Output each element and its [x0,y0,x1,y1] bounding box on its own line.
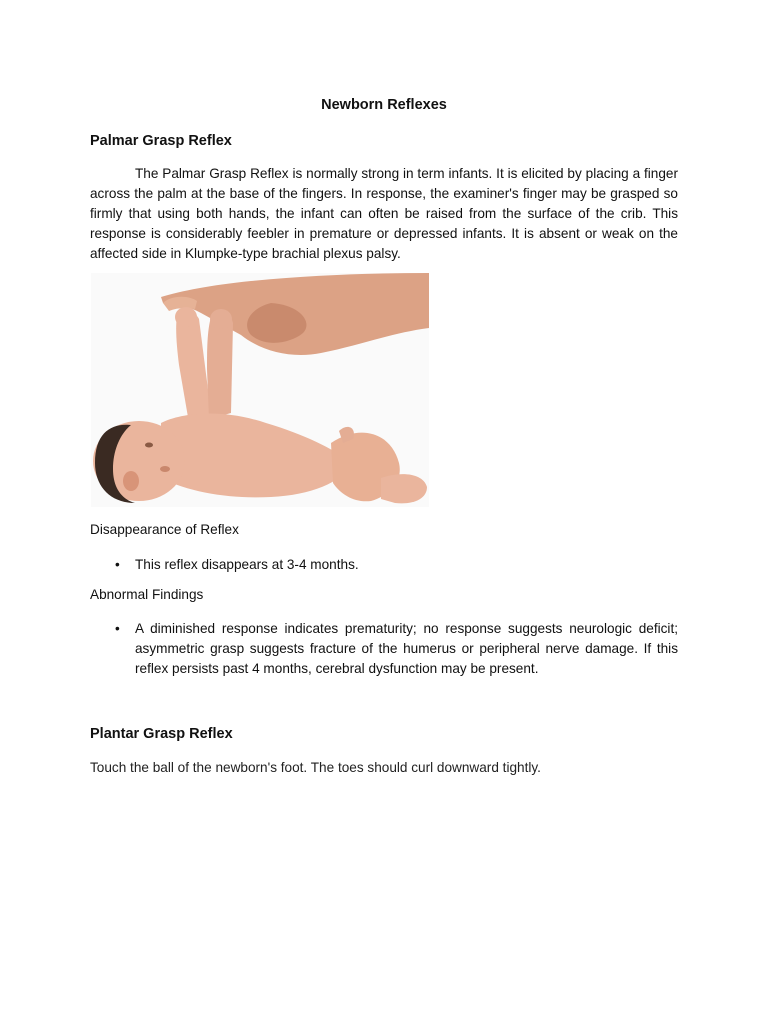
infant-torso [161,414,353,498]
plantar-heading: Plantar Grasp Reflex [90,726,233,742]
infant-eye [145,443,153,448]
bullet-icon: • [115,621,120,636]
infant-ear [123,471,139,491]
list-item-text: This reflex disappears at 3-4 months. [135,557,359,572]
bullet-icon: • [115,557,120,572]
infant-mouth [160,466,170,472]
infant-right-hand [210,309,232,329]
infant-left-hand [175,307,197,327]
infant-foot [381,474,427,503]
list-item [90,619,678,679]
abnormal-list [90,619,678,679]
palmar-paragraph: The Palmar Grasp Reflex is normally strong in term infants. It is elicited by placing a finger across the palm at the base of the fingers. In response, the examiner's finger may be grasped so firmly that using both hands, the infant can often be raised from the surface of the crib. This response is considerably feebler in premature or depressed infants. It is absent or weak on the affected side in Klumpke-type brachial plexus palsy. [90,166,678,261]
infant-grasp-photo [91,273,429,507]
disappearance-heading: Disappearance of Reflex [90,522,239,537]
list-item [90,555,678,575]
list-item-text: A diminished response indicates prematurity; no response suggests neurologic deficit; asymmetric grasp suggests fracture of the humerus or peripheral nerve damage. If this reflex persists past 4 months, cerebral dysfunction may be present. [135,621,678,676]
plantar-text: Touch the ball of the newborn's foot. The toes should curl downward tightly. [90,760,541,775]
disappearance-list [90,555,678,575]
abnormal-heading: Abnormal Findings [90,587,204,602]
infant-right-arm [207,314,233,419]
infant-grasp-illustration [91,273,429,507]
palmar-heading: Palmar Grasp Reflex [90,133,232,149]
infant-left-arm [176,312,211,423]
document-title: Newborn Reflexes [321,97,447,113]
